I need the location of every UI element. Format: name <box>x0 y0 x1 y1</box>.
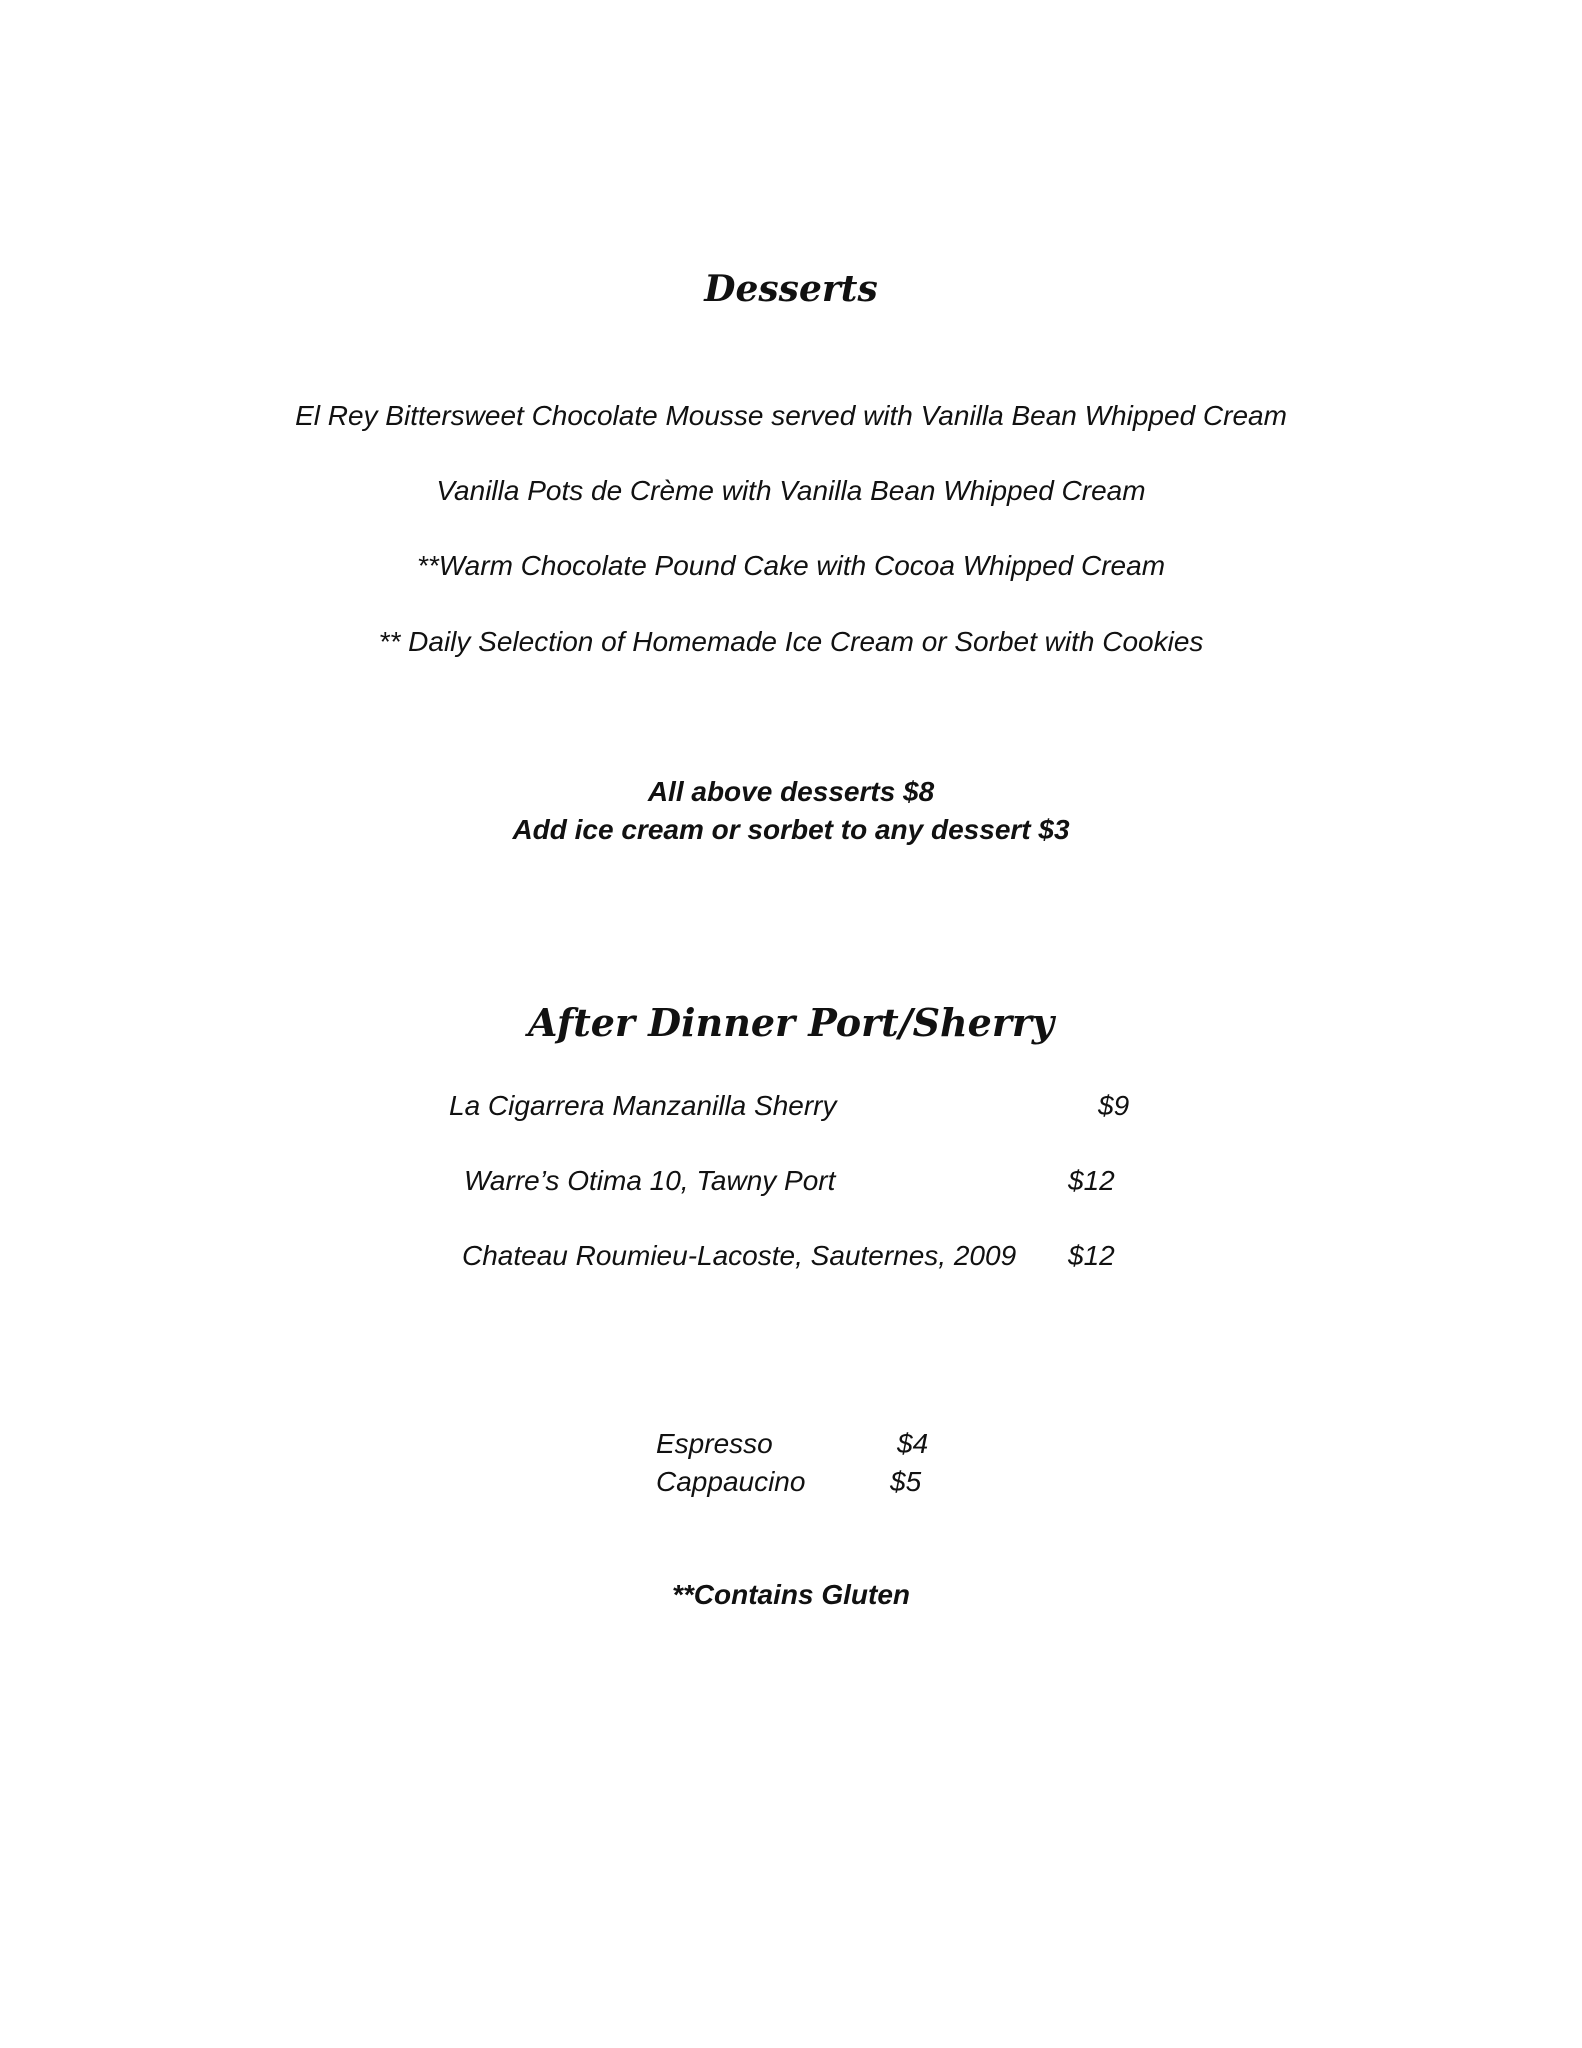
dessert-item: Vanilla Pots de Crème with Vanilla Bean Whipped Cream <box>436 475 1146 506</box>
dessert-item: ** Daily Selection of Homemade Ice Cream or Sorbet with Cookies <box>378 626 1204 657</box>
addon-price-note: Add ice cream or sorbet to any dessert $3 <box>512 814 1070 845</box>
drink-name: Chateau Roumieu-Lacoste, Sauternes, 2009 <box>462 1240 1017 1271</box>
after-dinner-title: After Dinner Port/Sherry <box>528 1000 1054 1045</box>
drink-price: $12 <box>1068 1165 1115 1196</box>
coffee-name: Cappaucino <box>656 1466 806 1497</box>
gluten-footnote: **Contains Gluten <box>671 1579 910 1610</box>
drink-name: La Cigarrera Manzanilla Sherry <box>449 1090 837 1121</box>
dessert-item: **Warm Chocolate Pound Cake with Cocoa Whipped Cream <box>416 550 1166 581</box>
coffee-name: Espresso <box>656 1428 773 1459</box>
drink-price: $12 <box>1068 1240 1115 1271</box>
coffee-price: $4 <box>897 1428 929 1459</box>
drink-name: Warre’s Otima 10, Tawny Port <box>464 1165 836 1196</box>
coffee-price: $5 <box>890 1466 922 1497</box>
dessert-item: El Rey Bittersweet Chocolate Mousse served with Vanilla Bean Whipped Cream <box>295 400 1287 431</box>
dessert-price-note: All above desserts $8 <box>647 776 935 807</box>
desserts-title: Desserts <box>704 268 878 310</box>
drink-price: $9 <box>1098 1090 1130 1121</box>
